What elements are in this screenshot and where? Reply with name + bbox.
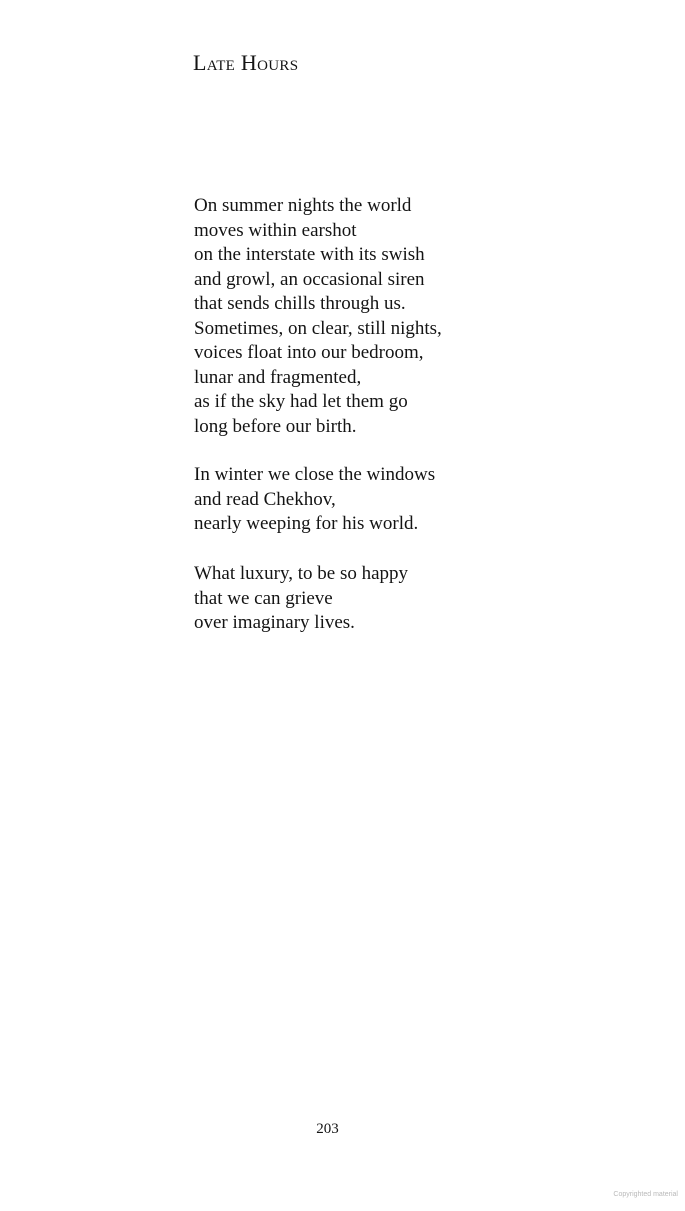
stanza-3 bbox=[194, 562, 408, 636]
stanza-1 bbox=[194, 194, 442, 439]
stanza-2 bbox=[194, 463, 435, 537]
poem-line: on the interstate with its swish bbox=[194, 244, 425, 265]
poem-line: and read Chekhov, bbox=[194, 488, 336, 510]
poem-line: On summer nights the world bbox=[194, 195, 412, 216]
poem-line: lunar and fragmented, bbox=[194, 366, 362, 388]
poem-line: Sometimes, on clear, still nights, bbox=[194, 317, 442, 339]
poem-line: that we can grieve bbox=[194, 587, 333, 609]
poem-line: over imaginary lives. bbox=[194, 612, 355, 633]
poem-title: Late Hours bbox=[193, 50, 299, 75]
poem-line: that sends chills through us. bbox=[194, 293, 406, 314]
poem-line: as if the sky had let them go bbox=[194, 391, 408, 412]
page-number: 203 bbox=[316, 1121, 339, 1137]
poem-line: nearly weeping for his world. bbox=[194, 513, 419, 534]
poem-line: moves within earshot bbox=[194, 219, 357, 241]
poem-line: long before our birth. bbox=[194, 415, 357, 437]
poem-line: and growl, an occasional siren bbox=[194, 268, 425, 290]
copyright-watermark: Copyrighted material bbox=[613, 1191, 678, 1198]
poem-line: In winter we close the windows bbox=[194, 464, 436, 485]
poem-line: voices float into our bedroom, bbox=[194, 342, 424, 363]
poem-line: What luxury, to be so happy bbox=[194, 563, 409, 584]
